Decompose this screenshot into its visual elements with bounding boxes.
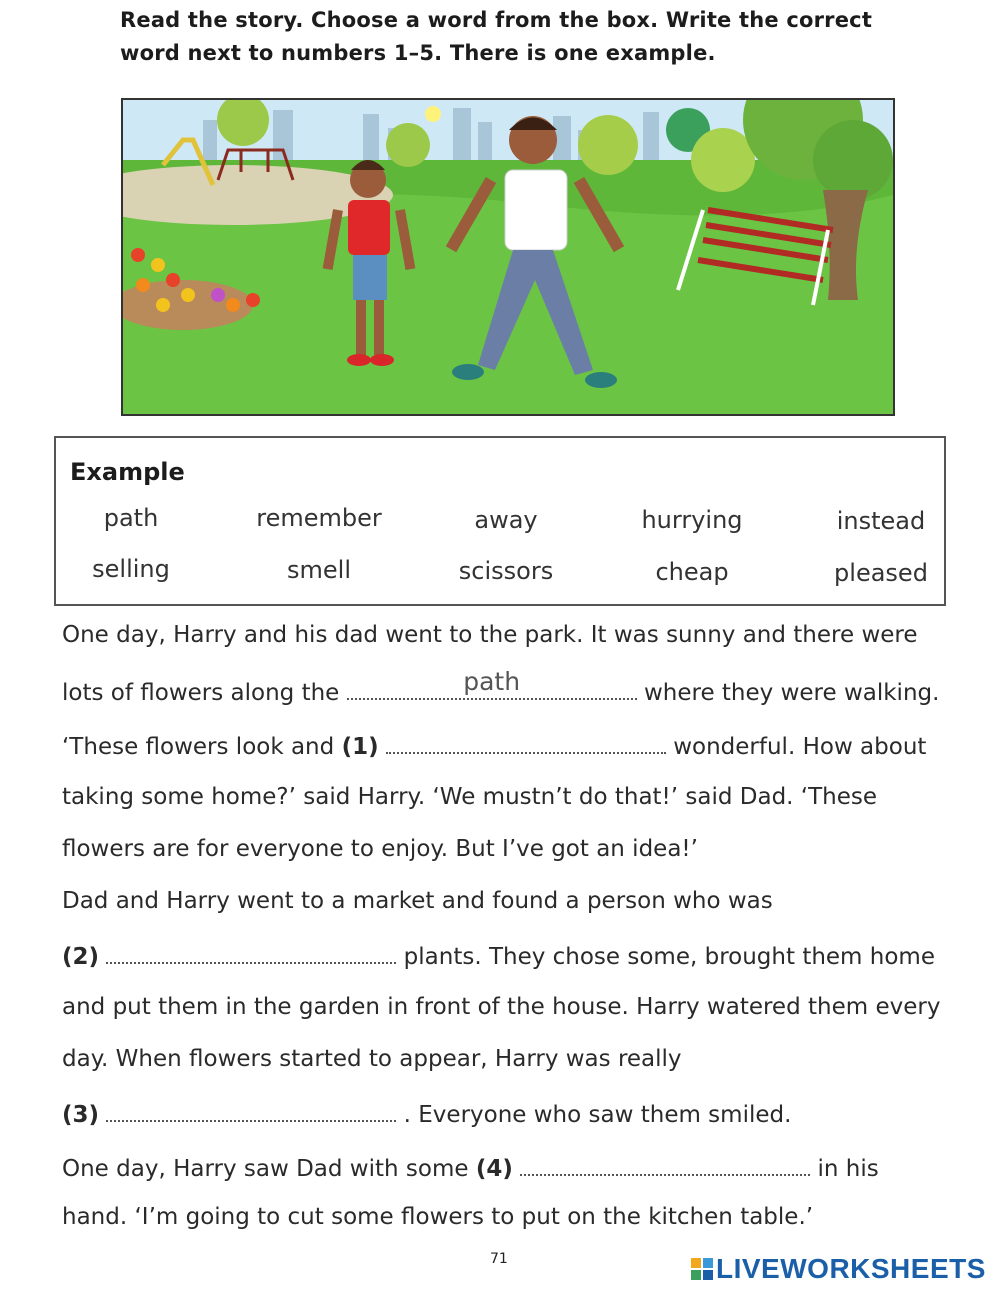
story-text-segment: ‘These flowers look and [62, 734, 335, 760]
story-line: taking some home?’ said Harry. ‘We mustn’t do that!’ said Dad. ‘These [62, 784, 878, 810]
word-box-word: hurrying [641, 506, 743, 534]
word-box-word: scissors [458, 557, 554, 585]
word-box-word: instead [836, 507, 926, 535]
answer-gap-3[interactable] [106, 1098, 396, 1122]
story-text-segment: plants. They chose some, brought them home [403, 944, 935, 970]
word-box-word: cheap [655, 558, 729, 586]
word-box-label: Example [70, 458, 185, 486]
story-line: day. When flowers started to appear, Harry was really [62, 1046, 682, 1072]
answer-gap-4[interactable] [520, 1152, 810, 1176]
story-line: flowers are for everyone to enjoy. But I’ve got an idea!’ [62, 836, 698, 862]
gap-number-2: (2) [62, 944, 100, 970]
answer-gap-1[interactable] [386, 730, 666, 754]
instructions-line-2: word next to numbers 1–5. There is one example. [120, 41, 716, 65]
brand-text: LIVEWORKSHEETS [716, 1253, 986, 1284]
gap-number-1: (1) [341, 734, 379, 760]
story-line [62, 1152, 879, 1182]
story-text-segment: lots of flowers along the [62, 680, 340, 706]
instructions [120, 4, 880, 70]
liveworksheets-icon [691, 1258, 713, 1280]
story-text-segment: One day, Harry saw Dad with some [62, 1156, 469, 1182]
story-text-segment: in his [817, 1156, 879, 1182]
story-line [62, 940, 935, 970]
story-text-segment: where they were walking. [643, 680, 940, 706]
story-text-segment: . Everyone who saw them smiled. [403, 1102, 792, 1128]
story-line: Dad and Harry went to a market and found a person who was [62, 888, 773, 914]
answer-gap-2[interactable] [106, 940, 396, 964]
word-box-word: path [103, 504, 159, 532]
word-box-word: away [474, 506, 538, 534]
liveworksheets-logo [691, 1253, 986, 1285]
story-line [62, 667, 940, 706]
word-box [54, 436, 946, 606]
example-answer-gap [347, 667, 637, 700]
word-box-word: smell [287, 556, 351, 584]
story-line: One day, Harry and his dad went to the park. It was sunny and there were [62, 622, 918, 648]
story-line: hand. ‘I’m going to cut some flowers to put on the kitchen table.’ [62, 1204, 814, 1230]
word-box-word: selling [92, 555, 170, 583]
story-text-segment: wonderful. How about [673, 734, 927, 760]
story-line [62, 1098, 791, 1128]
word-box-word: pleased [834, 559, 928, 587]
story-line: and put them in the garden in front of the house. Harry watered them every [62, 994, 941, 1020]
word-box-word: remember [256, 504, 382, 532]
page-number: 71 [490, 1251, 508, 1267]
park-scene-illustration [121, 98, 895, 416]
instructions-line-1: Read the story. Choose a word from the box. Write the correct [120, 8, 873, 32]
gap-number-4: (4) [475, 1156, 513, 1182]
example-answer: path [463, 667, 521, 696]
gap-number-3: (3) [62, 1102, 100, 1128]
story-line [62, 730, 926, 760]
